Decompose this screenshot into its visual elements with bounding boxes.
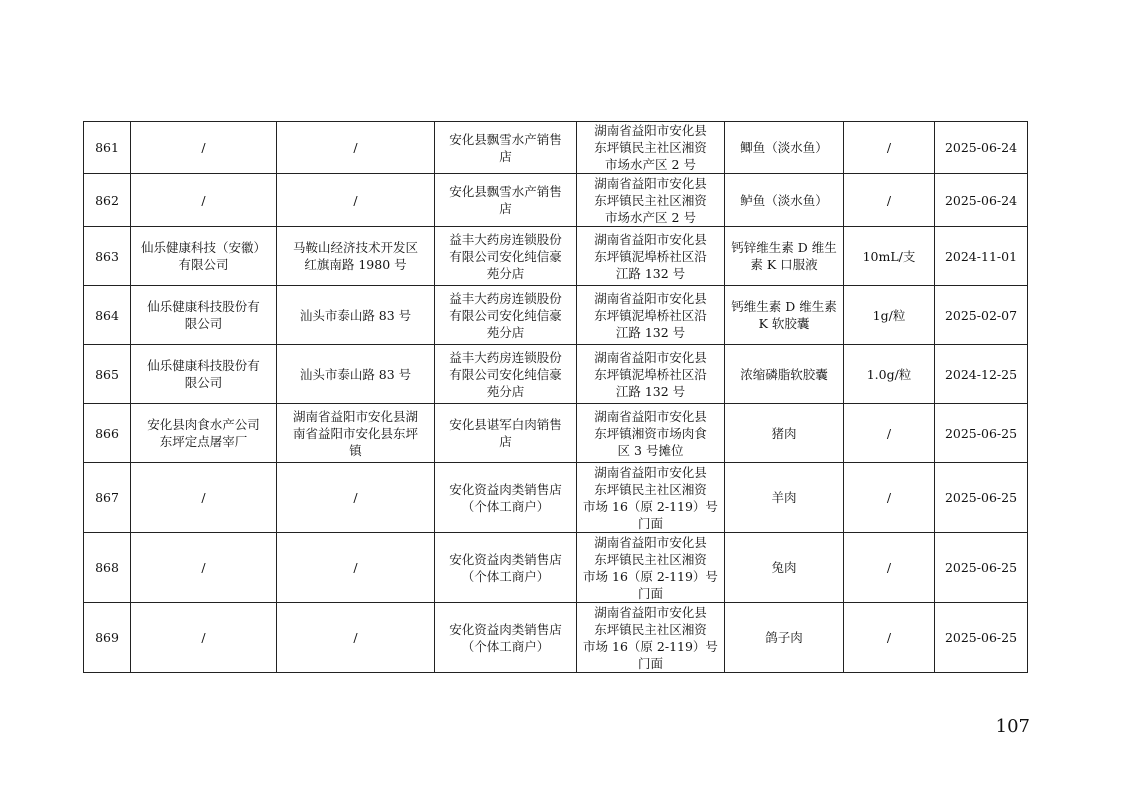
- seller-address: 湖南省益阳市安化县 东坪镇民主社区湘资 市场 16（原 2-119）号 门面: [577, 603, 725, 673]
- manufacturer: 仙乐健康科技（安徽） 有限公司: [131, 227, 277, 286]
- manufacturer-address: 汕头市泰山路 83 号: [277, 345, 435, 404]
- seller-address: 湖南省益阳市安化县 东坪镇泥埠桥社区沿 江路 132 号: [577, 227, 725, 286]
- table-row: [84, 174, 1028, 227]
- results-table: [83, 121, 1028, 673]
- product-name: 鲈鱼（淡水鱼）: [725, 174, 844, 227]
- row-number: 867: [84, 463, 131, 533]
- table-row: [84, 533, 1028, 603]
- row-number: 869: [84, 603, 131, 673]
- page-number: 107: [995, 716, 1030, 737]
- production-date: 2025-06-25: [935, 404, 1028, 463]
- row-number: 865: [84, 345, 131, 404]
- manufacturer: /: [131, 122, 277, 174]
- production-date: 2025-02-07: [935, 286, 1028, 345]
- table-row: [84, 227, 1028, 286]
- manufacturer: 仙乐健康科技股份有 限公司: [131, 286, 277, 345]
- product-name: 兔肉: [725, 533, 844, 603]
- seller: 安化县飘雪水产销售 店: [435, 174, 577, 227]
- product-name: 猪肉: [725, 404, 844, 463]
- manufacturer-address: /: [277, 174, 435, 227]
- table-row: [84, 122, 1028, 174]
- production-date: 2025-06-24: [935, 174, 1028, 227]
- manufacturer-address: 汕头市泰山路 83 号: [277, 286, 435, 345]
- product-name: 羊肉: [725, 463, 844, 533]
- manufacturer-address: 湖南省益阳市安化县湖 南省益阳市安化县东坪 镇: [277, 404, 435, 463]
- manufacturer: /: [131, 533, 277, 603]
- specification: /: [844, 174, 935, 227]
- table-body: [84, 122, 1028, 673]
- manufacturer: /: [131, 463, 277, 533]
- product-name: 鸽子肉: [725, 603, 844, 673]
- seller: 益丰大药房连锁股份 有限公司安化纯信豪 苑分店: [435, 345, 577, 404]
- row-number: 868: [84, 533, 131, 603]
- product-name: 钙锌维生素 D 维生 素 K 口服液: [725, 227, 844, 286]
- production-date: 2025-06-24: [935, 122, 1028, 174]
- seller-address: 湖南省益阳市安化县 东坪镇民主社区湘资 市场 16（原 2-119）号 门面: [577, 533, 725, 603]
- specification: /: [844, 404, 935, 463]
- specification: 1g/粒: [844, 286, 935, 345]
- manufacturer-address: 马鞍山经济技术开发区 红旗南路 1980 号: [277, 227, 435, 286]
- table-row: [84, 286, 1028, 345]
- manufacturer: 安化县肉食水产公司 东坪定点屠宰厂: [131, 404, 277, 463]
- table-row: [84, 463, 1028, 533]
- production-date: 2025-06-25: [935, 533, 1028, 603]
- row-number: 866: [84, 404, 131, 463]
- seller: 益丰大药房连锁股份 有限公司安化纯信豪 苑分店: [435, 227, 577, 286]
- manufacturer-address: /: [277, 463, 435, 533]
- row-number: 864: [84, 286, 131, 345]
- seller: 安化县谌军白肉销售 店: [435, 404, 577, 463]
- seller: 安化资益肉类销售店 （个体工商户）: [435, 533, 577, 603]
- table-row: [84, 345, 1028, 404]
- specification: /: [844, 463, 935, 533]
- manufacturer-address: /: [277, 122, 435, 174]
- manufacturer: /: [131, 174, 277, 227]
- product-name: 钙维生素 D 维生素 K 软胶囊: [725, 286, 844, 345]
- product-name: 浓缩磷脂软胶囊: [725, 345, 844, 404]
- seller: 安化县飘雪水产销售 店: [435, 122, 577, 174]
- specification: /: [844, 122, 935, 174]
- seller-address: 湖南省益阳市安化县 东坪镇民主社区湘资 市场水产区 2 号: [577, 174, 725, 227]
- specification: 1.0g/粒: [844, 345, 935, 404]
- manufacturer-address: /: [277, 603, 435, 673]
- product-name: 鲫鱼（淡水鱼）: [725, 122, 844, 174]
- production-date: 2024-12-25: [935, 345, 1028, 404]
- manufacturer-address: /: [277, 533, 435, 603]
- seller-address: 湖南省益阳市安化县 东坪镇民主社区湘资 市场水产区 2 号: [577, 122, 725, 174]
- seller: 益丰大药房连锁股份 有限公司安化纯信豪 苑分店: [435, 286, 577, 345]
- seller-address: 湖南省益阳市安化县 东坪镇泥埠桥社区沿 江路 132 号: [577, 286, 725, 345]
- seller-address: 湖南省益阳市安化县 东坪镇民主社区湘资 市场 16（原 2-119）号 门面: [577, 463, 725, 533]
- production-date: 2024-11-01: [935, 227, 1028, 286]
- table-row: [84, 404, 1028, 463]
- row-number: 861: [84, 122, 131, 174]
- seller-address: 湖南省益阳市安化县 东坪镇湘资市场肉食 区 3 号摊位: [577, 404, 725, 463]
- table-row: [84, 603, 1028, 673]
- specification: /: [844, 603, 935, 673]
- seller: 安化资益肉类销售店 （个体工商户）: [435, 603, 577, 673]
- seller-address: 湖南省益阳市安化县 东坪镇泥埠桥社区沿 江路 132 号: [577, 345, 725, 404]
- row-number: 862: [84, 174, 131, 227]
- production-date: 2025-06-25: [935, 603, 1028, 673]
- manufacturer: /: [131, 603, 277, 673]
- row-number: 863: [84, 227, 131, 286]
- specification: 10mL/支: [844, 227, 935, 286]
- seller: 安化资益肉类销售店 （个体工商户）: [435, 463, 577, 533]
- specification: /: [844, 533, 935, 603]
- production-date: 2025-06-25: [935, 463, 1028, 533]
- manufacturer: 仙乐健康科技股份有 限公司: [131, 345, 277, 404]
